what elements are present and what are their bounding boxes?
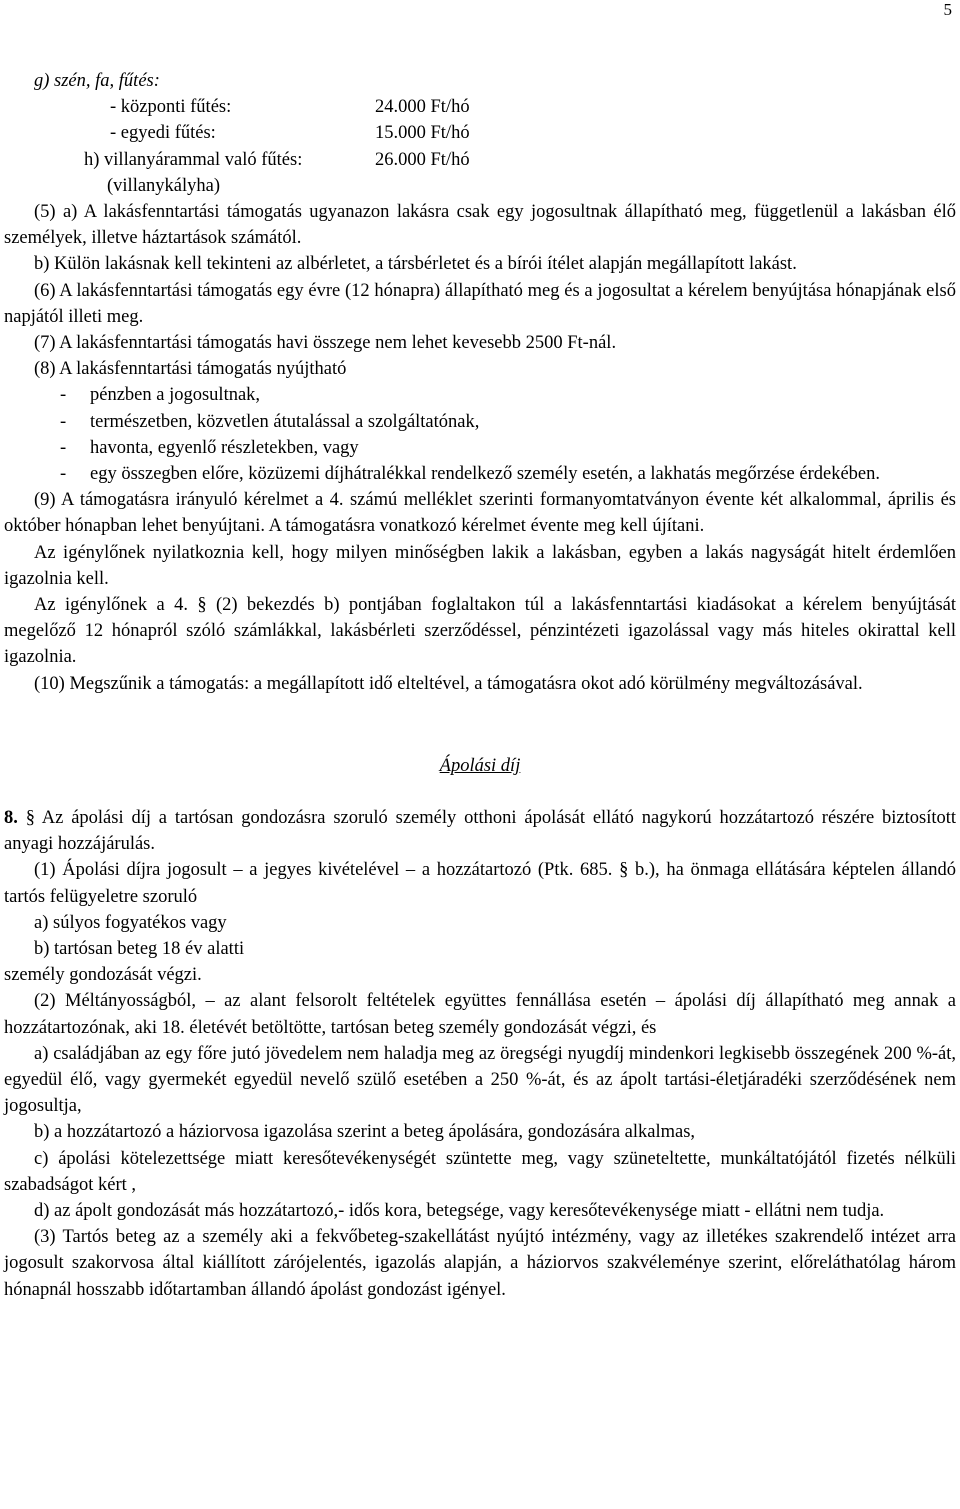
h-row: [4, 147, 956, 173]
g-row-individual: [4, 120, 956, 146]
list-item: - természetben, közvetlen átutalással a szolgáltatónak,: [60, 411, 480, 432]
paragraph-9b: Az igénylőnek nyilatkoznia kell, hogy milyen minőségben lakik a lakásban, egyben a lakás nagyságát hitelt érdemlően igazolnia kell.: [4, 542, 956, 589]
list-item: - egy összegben előre, közüzemi díjhátralékkal rendelkező személy esetén, a lakhatás megőrzése érdekében.: [60, 464, 880, 484]
paragraph-9: (9) A támogatásra irányuló kérelmet a 4. számú melléklet szerinti formanyomtatványon évente két alkalommal, április és október hónapban lehet benyújtani. A támogatásra vonatkozó kérelmet évente meg kell újítani.: [4, 490, 956, 537]
section-8-2: (2) Méltányosságból, – az alant felsorolt feltételek együttes fennállása esetén – ápolási díj állapítható meg annak a hozzátartozónak, aki 18. életévét betöltötte, tartósan beteg személy gondozását végzi, és: [4, 991, 956, 1038]
paragraph-8: (8) A lakásfenntartási támogatás nyújtható: [34, 359, 347, 380]
h-row-note: (villanykályha): [107, 175, 221, 196]
g-row-value: 24.000 Ft/hó: [375, 97, 470, 118]
paragraph-7: (7) A lakásfenntartási támogatás havi összege nem lehet kevesebb 2500 Ft-nál.: [34, 332, 617, 353]
paragraph-6: (6) A lakásfenntartási támogatás egy évre (12 hónapra) állapítható meg és a jogosultat a kérelem benyújtása hónapjának első napjától illeti meg.: [4, 280, 956, 327]
section-8-1-end: személy gondozását végzi.: [4, 965, 202, 986]
h-row-label: h) villanyárammal való fűtés:: [84, 149, 303, 170]
page-number: 5: [943, 0, 952, 19]
g-row-label: - központi fűtés:: [110, 97, 232, 118]
section-8-1: (1) Ápolási díjra jogosult – a jegyes kivételével – a hozzátartozó (Ptk. 685. § b.), ha önmaga ellátására képtelen állandó tartós felügyeletre szoruló: [4, 860, 956, 907]
g-section-title: g) szén, fa, fűtés:: [34, 71, 160, 91]
paragraph-9c: Az igénylőnek a 4. § (2) bekezdés b) pontjában foglaltakon túl a lakásfenntartási kiadásokat a kérelem benyújtását megelőző 12 hónapról szóló számlákkal, lakásbérleti szerződéssel, pénzintézeti igazolással vagy más hiteles okirattal kell igazolnia.: [4, 595, 956, 668]
paragraph-5a: (5) a) A lakásfenntartási támogatás ugyanazon lakásra csak egy jogosultnak állapítható meg, függetlenül a lakásban élő személyek, illetve háztartások számától.: [4, 201, 956, 249]
g-row-label: - egyedi fűtés:: [110, 123, 216, 144]
section-8-2d: d) az ápolt gondozását más hozzátartozó,- idős kora, betegsége, vagy keresőtevékenysége miatt - ellátni nem tudja.: [34, 1201, 885, 1222]
list-item: - pénzben a jogosultnak,: [60, 385, 261, 406]
section-8-1a: a) súlyos fogyatékos vagy: [34, 912, 227, 933]
section-heading: Ápolási díj: [439, 755, 521, 776]
paragraph-5b: b) Külön lakásnak kell tekinteni az albérletet, a társbérletet és a bírói ítélet alapján megállapított lakást.: [34, 254, 797, 275]
section-8-1b: b) tartósan beteg 18 év alatti: [34, 939, 245, 960]
g-row-value: 15.000 Ft/hó: [375, 123, 470, 144]
h-row-value: 26.000 Ft/hó: [375, 149, 470, 170]
section-8-2a: a) családjában az egy főre jutó jövedelem nem haladja meg az öregségi nyugdíj mindenkori legkisebb összegének 200 %-át, egyedül élő, vagy gyermekét egyedül nevelő szülő esetében a 250 %-át, és az ápolt tartási-életjáradéki szerződésének nem jogosultja,: [4, 1043, 956, 1117]
section-8-3: (3) Tartós beteg az a személy aki a fekvőbeteg-szakellátást nyújtó intézmény, vagy az illetékes szakrendelő intézet arra jogosult szakorvosa által kiállított zárójelentés, igazolás alapján, a háziorvos szakvéleménye szerint, előreláthatólag három hónapnál hosszabb időtartamban állandó ápolást gondozást igényel.: [4, 1227, 956, 1300]
list-item: - havonta, egyenlő részletekben, vagy: [60, 437, 359, 458]
section-8-2b: b) a hozzátartozó a háziorvosa igazolása szerint a beteg ápolására, gondozására alkalmas,: [34, 1122, 696, 1143]
document-body: [4, 68, 956, 1303]
section-8-intro: 8. § Az ápolási díj a tartósan gondozásra szoruló személy otthoni ápolását ellátó nagykorú hozzátartozó részére biztosított anyagi hozzájárulás.: [4, 808, 956, 855]
g-row-central: [4, 94, 956, 120]
paragraph-10: (10) Megszűnik a támogatás: a megállapított idő elteltével, a támogatásra okot adó körülmény megváltozásával.: [34, 673, 863, 694]
section-8-2c: c) ápolási kötelezettsége miatt keresőtevékenységét szüntette meg, vagy szüneteltette, munkáltatójától fizetés nélküli szabadságot kért ,: [4, 1148, 956, 1195]
